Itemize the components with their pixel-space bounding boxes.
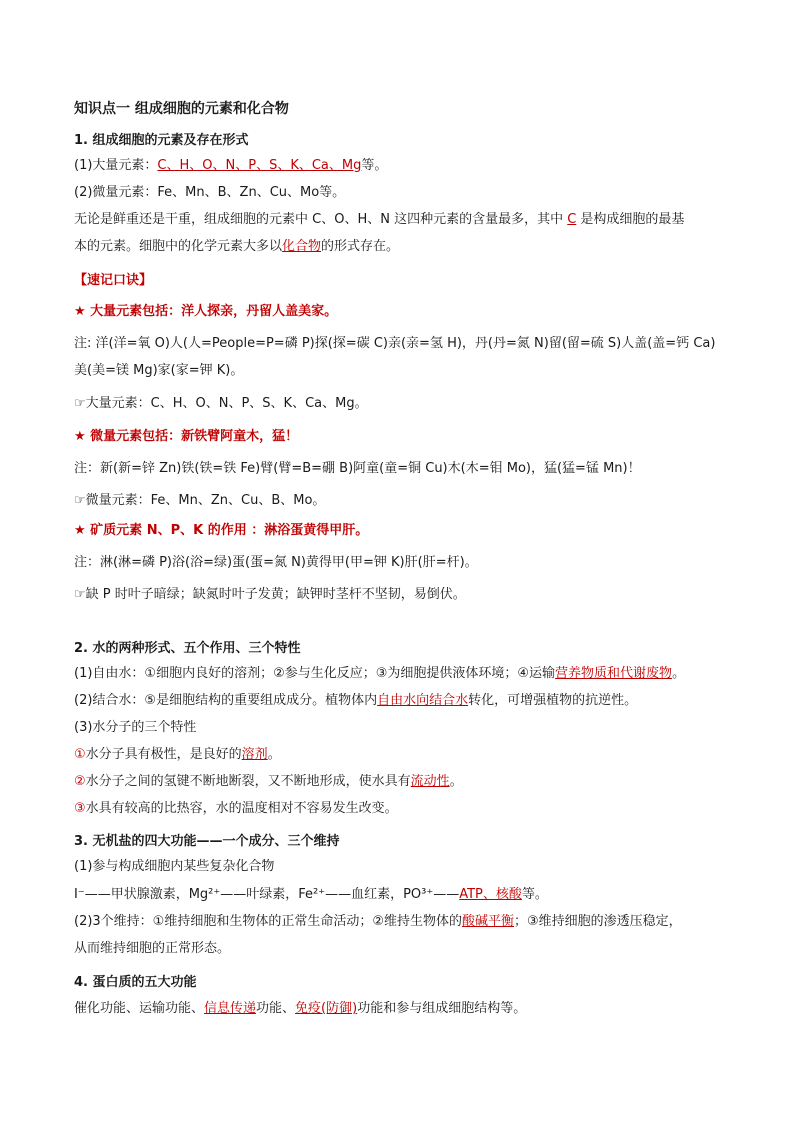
element-content-line-2: 本的元素。细胞中的化学元素大多以化合物的形式存在。 [74,239,400,254]
memo-title: 【速记口诀】 [74,273,153,288]
water-properties-line: (3)水分子的三个特性 [74,720,197,735]
memo-mineral-summary: ☞缺 P 时叶子暗绿；缺氮时叶子发黄；缺钾时茎杆不坚韧，易倒伏。 [74,587,466,602]
memo-major-note-1: 注: 洋(洋=氧 O)人(人=People=P=磷 P)探(探=碳 C)亲(亲=氢 H)，丹(丹=氮 N)留(留=硫 S)人盖(盖=钙 Ca) [74,336,716,351]
heading-2: 2. 水的两种形式、五个作用、三个特性 [74,641,301,656]
answer-solvent: 溶剂 [241,747,268,762]
memo-major-summary: ☞大量元素：C、H、O、N、P、S、K、Ca、Mg。 [74,396,368,411]
free-water-line: (1)自由水：①细胞内良好的溶剂；②参与生化反应；③为细胞提供液体环境；④运输营养物质和代谢废物。 [74,666,686,681]
protein-functions-line: 催化功能、运输功能、信息传递功能、免疫(防御)功能和参与组成细胞结构等。 [74,1001,527,1016]
answer-carbon: C [567,212,577,227]
bound-water-line: (2)结合水：⑤是细胞结构的重要组成成分。植物体内自由水向结合水转化，可增强植物的抗逆性。 [74,693,638,708]
memo-major-mnemonic: ★ 大量元素包括：洋人探亲，丹留人盖美家。 [74,304,338,319]
salt-examples-line: I⁻——甲状腺激素，Mg²⁺——叶绿素，Fe²⁺——血红素，PO³⁺——ATP、核酸等。 [74,887,548,902]
heading-4: 4. 蛋白质的五大功能 [74,975,197,990]
trace-elements-line: (2)微量元素：Fe、Mn、B、Zn、Cu、Mo等。 [74,185,346,200]
salt-maintain-line-2: 从而维持细胞的正常形态。 [74,941,231,956]
salt-compound-line: (1)参与构成细胞内某些复杂化合物 [74,859,275,874]
water-property-3: ③水具有较高的比热容，水的温度相对不容易发生改变。 [74,801,398,816]
memo-mineral-mnemonic: ★ 矿质元素 N、P、K 的作用 ：淋浴蛋黄得甲肝。 [74,523,369,538]
answer-nutrients-waste: 营养物质和代谢废物 [555,666,673,681]
heading-1: 1. 组成细胞的元素及存在形式 [74,133,249,148]
answer-fluidity: 流动性 [410,774,450,789]
memo-trace-summary: ☞微量元素：Fe、Mn、Zn、Cu、B、Mo。 [74,493,326,508]
memo-trace-note: 注：新(新=锌 Zn)铁(铁=铁 Fe)臂(臂=B=硼 B)阿童(童=铜 Cu)木(木=钼 Mo)，猛(猛=锰 Mn)！ [74,461,641,476]
water-property-2: ②水分子之间的氢键不断地断裂，又不断地形成，使水具有流动性。 [74,774,463,789]
memo-trace-mnemonic: ★ 微量元素包括：新铁臂阿童木，猛！ [74,429,299,444]
answer-compound: 化合物 [282,239,322,254]
answer-immunity: 免疫(防御) [295,1001,358,1016]
answer-free-to-bound: 自由水向结合水 [377,693,469,708]
heading-3: 3. 无机盐的四大功能——一个成分、三个维持 [74,834,340,849]
answer-atp-nucleic-acid: ATP、核酸 [459,887,522,902]
answer-acid-base-balance: 酸碱平衡 [462,914,515,929]
section-title: 知识点一 组成细胞的元素和化合物 [74,101,289,117]
water-property-1: ①水分子具有极性，是良好的溶剂。 [74,747,281,762]
answer-info-transfer: 信息传递 [204,1001,257,1016]
answer-major-elements: C、H、O、N、P、S、K、Ca、Mg [157,158,362,173]
major-elements-line: (1)大量元素：C、H、O、N、P、S、K、Ca、Mg等。 [74,158,388,173]
element-content-line-1: 无论是鲜重还是干重，组成细胞的元素中 C、O、H、N 这四种元素的含量最多，其中 C 是构成细胞的最基 [74,212,685,227]
memo-mineral-note: 注：淋(淋=磷 P)浴(浴=绿)蛋(蛋=氮 N)黄得甲(甲=钾 K)肝(肝=杆)。 [74,555,478,570]
memo-major-note-2: 美(美=镁 Mg)家(家=钾 K)。 [74,363,244,378]
salt-maintain-line-1: (2)3个维持：①维持细胞和生物体的正常生命活动；②维持生物体的酸碱平衡；③维持细胞的渗透压稳定， [74,914,682,929]
